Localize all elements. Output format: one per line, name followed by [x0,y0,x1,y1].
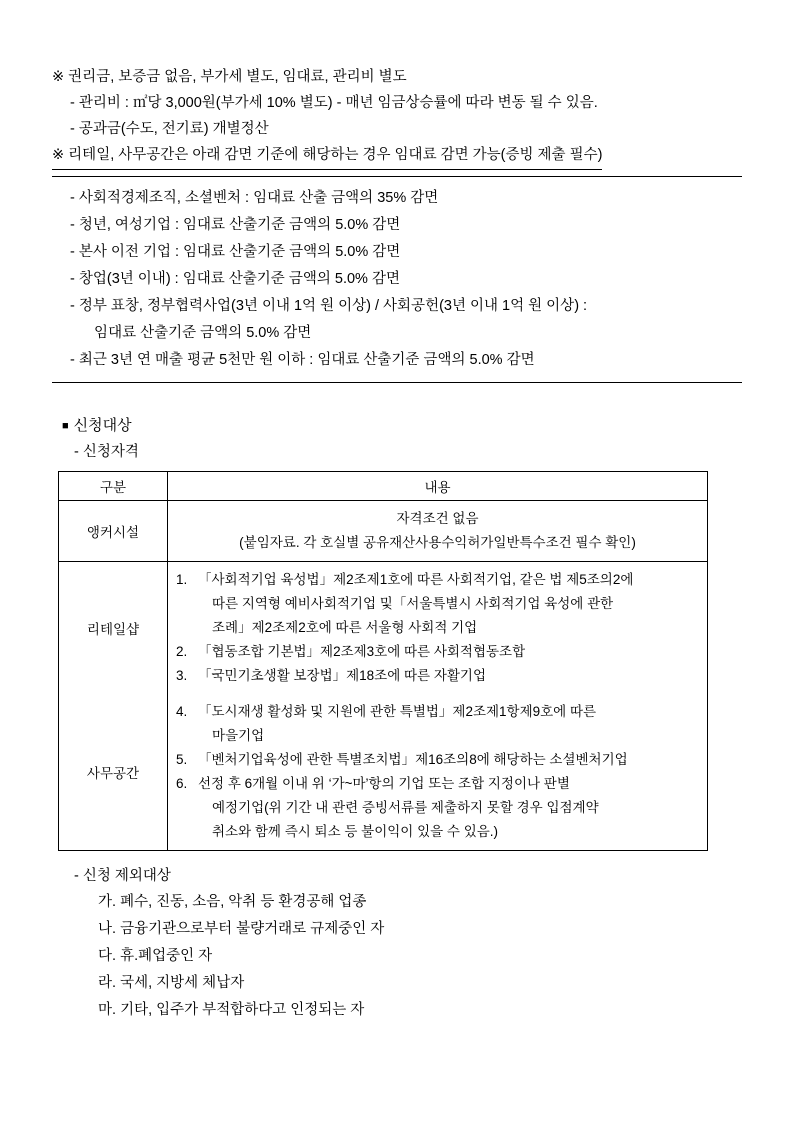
list-item-number: 2. [176,644,188,660]
list-item-number: 4. [176,704,188,720]
discount-item: - 본사 이전 기업 : 임대료 산출기준 금액의 5.0% 감면 [70,244,401,260]
list-item-line: 선정 후 6개월 이내 위 ‘가~마’항의 기업 또는 조합 지정이나 판별 [198,776,570,792]
document-content [52,64,742,1024]
qualification-list [176,700,699,844]
list-item-line: 예정기업(위 기간 내 관련 증빙서류를 제출하지 못할 경우 입점계약 [212,800,599,816]
list-item-number: 6. [176,776,188,792]
discount-list [52,185,742,374]
table-row [59,562,708,695]
list-item [176,748,699,772]
section-heading-text: 신청대상 [73,417,132,434]
qualification-table [58,471,708,851]
discount-item: - 청년, 여성기업 : 임대료 산출기준 금액의 5.0% 감면 [70,217,401,233]
qualification-list [176,568,699,688]
note-line-underlined [52,142,742,170]
table-cell-content [168,501,708,562]
section-heading [52,413,742,439]
exclusion-item: 나. 금융기관으로부터 불량거래로 규제중인 자 [98,921,385,938]
list-item [176,772,699,844]
table-cell-category: 앵커시설 [59,501,168,562]
discount-item: - 정부 표창, 정부협력사업(3년 이내 1억 원 이상) / 사회공헌(3년 이내 1억 원 이상) : [70,298,588,314]
notes-block [52,64,742,170]
divider-top [52,176,742,177]
list-item-number: 3. [176,668,188,684]
exclusion-item: 라. 국세, 지방세 체납자 [98,975,245,992]
table-cell-content [168,694,708,851]
list-item [176,700,699,748]
discount-item: - 창업(3년 이내) : 임대료 산출기준 금액의 5.0% 감면 [70,271,400,287]
table-header-content: 내용 [168,472,708,501]
list-item [176,664,699,688]
discount-item: - 사회적경제조직, 소셜벤처 : 임대료 산출 금액의 35% 감면 [70,190,439,206]
table-row [59,694,708,851]
content-line: 자격조건 없음 [396,511,479,527]
list-item-line: 「협동조합 기본법」제2조제3호에 따른 사회적협동조합 [198,644,526,660]
exclusion-item: 가. 폐수, 진동, 소음, 악취 등 환경공해 업종 [98,894,367,911]
content-line: (붙임자료. 각 호실별 공유재산사용수익허가일반특수조건 필수 확인) [239,535,636,551]
discount-item-cont: 임대료 산출기준 금액의 5.0% 감면 [86,325,312,341]
note-underline-text: ※ 리테일, 사무공간은 아래 감면 기준에 해당하는 경우 임대료 감면 가능(증빙 제출 필수) [52,142,602,170]
section-subheading: - 신청자격 [74,444,139,461]
table-header-category: 구분 [59,472,168,501]
table-cell-category: 사무공간 [59,694,168,851]
note-line: ※ 권리금, 보증금 없음, 부가세 별도, 임대료, 관리비 별도 [52,69,407,85]
discount-item: - 최근 3년 연 매출 평균 5천만 원 이하 : 임대료 산출기준 금액의 5.0% 감면 [70,352,535,368]
list-item-line: 「도시재생 활성화 및 지원에 관한 특별법」제2조제1항제9호에 따른 [198,704,597,720]
list-item [176,640,699,664]
divider-bottom [52,382,742,383]
table-row [59,501,708,562]
list-item-line: 취소와 함께 즉시 퇴소 등 불이익이 있을 수 있음.) [212,824,499,840]
exclusion-subheading: - 신청 제외대상 [74,868,171,885]
square-bullet-icon: ■ [62,420,69,433]
list-item-line: 마을기업 [212,728,265,744]
list-item [176,568,699,640]
list-item-line: 조례」제2조제2호에 따른 서울형 사회적 기업 [212,620,478,636]
list-item-line: 「국민기초생활 보장법」제18조에 따른 자활기업 [198,668,487,684]
note-line: - 공과금(수도, 전기료) 개별정산 [70,121,269,137]
exclusion-block [52,863,742,1024]
list-item-number: 1. [176,572,188,588]
table-cell-content [168,562,708,695]
list-item-number: 5. [176,752,188,768]
table-cell-category: 리테일샵 [59,562,168,695]
note-line: - 관리비 : ㎡당 3,000원(부가세 10% 별도) - 매년 임금상승률에 따라 변동 될 수 있음. [70,95,598,111]
list-item-line: 따른 지역형 예비사회적기업 및「서울특별시 사회적기업 육성에 관한 [212,596,614,612]
list-item-line: 「사회적기업 육성법」제2조제1호에 따른 사회적기업, 같은 법 제5조의2에 [198,572,634,588]
list-item-line: 「벤처기업육성에 관한 특별조치법」제16조의8에 해당하는 소셜벤처기업 [198,752,628,768]
exclusion-item: 마. 기타, 입주가 부적합하다고 인정되는 자 [98,1002,365,1019]
table-header-row [59,472,708,501]
exclusion-item: 다. 휴.폐업중인 자 [98,948,213,965]
